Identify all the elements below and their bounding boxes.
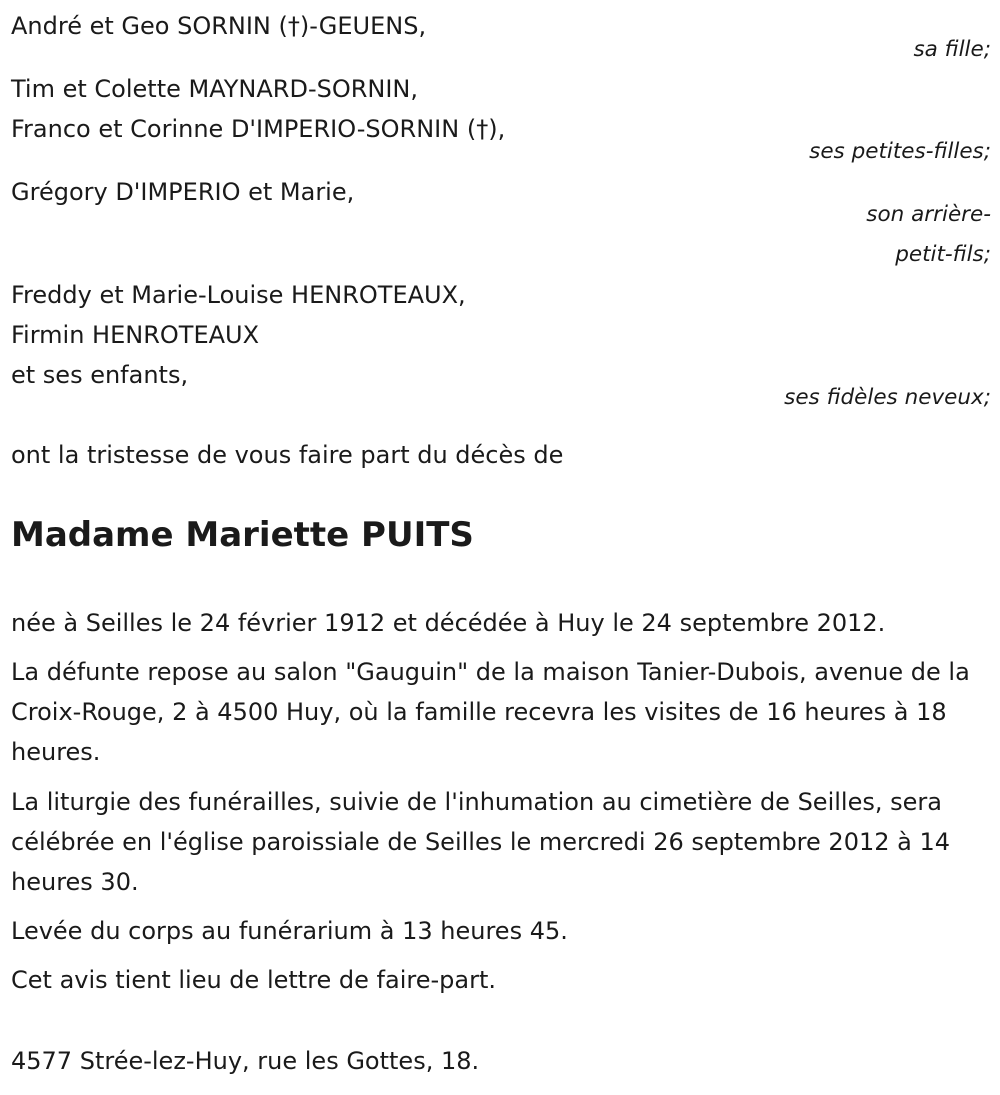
family-line-2: Tim et Colette MAYNARD-SORNIN, (11, 75, 419, 103)
obituary-notice (11, 0, 991, 1095)
family-line-5: Freddy et Marie-Louise HENROTEAUX, (11, 281, 466, 309)
family-line-1: André et Geo SORNIN (†)-GEUENS, (11, 12, 427, 40)
family-line-4: Grégory D'IMPERIO et Marie, (11, 178, 355, 206)
levee-paragraph: Levée du corps au funérarium à 13 heures 45. (11, 917, 568, 945)
relation-label-1: sa fille; (913, 37, 991, 62)
address-line: 4577 Strée-lez-Huy, rue les Gottes, 18. (11, 1047, 480, 1075)
family-line-7: et ses enfants, (11, 361, 189, 389)
birth-death-paragraph: née à Seilles le 24 février 1912 et décédée à Huy le 24 septembre 2012. (11, 609, 886, 637)
relation-label-3b: petit-fils; (895, 242, 991, 267)
relation-label-3a: son arrière- (866, 202, 991, 227)
deceased-name: Madame Mariette PUITS (11, 515, 474, 555)
liturgy-paragraph: La liturgie des funérailles, suivie de l'inhumation au cimetière de Seilles, sera célébrée en l'église paroissiale de Seilles le mercredi 26 septembre 2012 à 14 heures 30. (11, 788, 950, 896)
relation-label-4: ses fidèles neveux; (784, 385, 991, 410)
announcement-text: ont la tristesse de vous faire part du décès de (11, 441, 564, 469)
family-line-6: Firmin HENROTEAUX (11, 321, 260, 349)
family-line-3: Franco et Corinne D'IMPERIO-SORNIN (†), (11, 115, 506, 143)
viewing-paragraph: La défunte repose au salon "Gauguin" de la maison Tanier-Dubois, avenue de la Croix-Rouge, 2 à 4500 Huy, où la famille recevra les visites de 16 heures à 18 heures. (11, 658, 970, 766)
notice-paragraph: Cet avis tient lieu de lettre de faire-part. (11, 966, 496, 994)
relation-label-2: ses petites-filles; (809, 139, 991, 164)
